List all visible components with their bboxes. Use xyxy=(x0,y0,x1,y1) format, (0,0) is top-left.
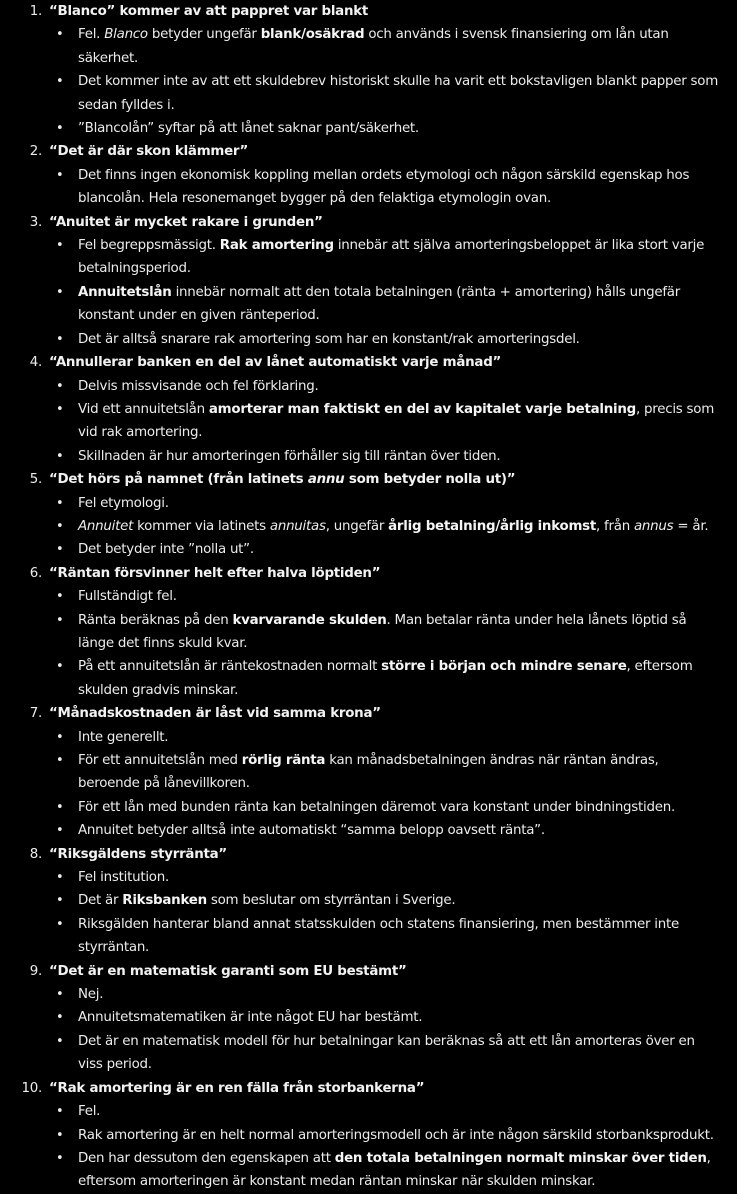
bullet-text: Annuitetsmatematiken är inte något EU har bestämt. xyxy=(78,1010,423,1026)
bullet-item xyxy=(0,70,723,117)
bullet-dot-icon: • xyxy=(56,612,64,628)
bullet-text: Fel. xyxy=(78,1104,101,1120)
list-item-title: “Riksgäldens styrränta” xyxy=(49,846,227,862)
list-item xyxy=(0,140,723,210)
list-item-heading xyxy=(0,843,723,866)
list-item-number: 2. xyxy=(29,144,42,160)
bullet-item xyxy=(0,538,723,561)
bullet-list xyxy=(0,164,723,211)
bullet-dot-icon: • xyxy=(56,284,64,300)
bullet-dot-icon: • xyxy=(56,1150,64,1166)
bullet-item xyxy=(0,375,723,398)
bullet-text: Inte generellt. xyxy=(78,729,169,745)
bullet-list xyxy=(0,585,723,702)
bullet-item xyxy=(0,1147,723,1194)
bullet-dot-icon: • xyxy=(56,401,64,417)
bullet-text: Rak amortering är en helt normal amorteringsmodell och är inte någon särskild storbanksprodukt. xyxy=(78,1127,714,1143)
bullet-text: Nej. xyxy=(78,987,104,1003)
list-item-number: 1. xyxy=(29,4,42,19)
bullet-text: Ränta beräknas på den kvarvarande skulden. Man betalar ränta under hela lånets löptid så länge det finns skuld kvar. xyxy=(78,612,687,651)
list-item xyxy=(0,562,723,702)
list-item xyxy=(0,351,723,468)
bullet-text: Det är en matematisk modell för hur betalningar kan beräknas så att ett lån amorteras över en viss period. xyxy=(78,1033,695,1073)
bullet-dot-icon: • xyxy=(56,448,64,464)
bullet-dot-icon: • xyxy=(56,542,64,558)
bullet-item xyxy=(0,234,723,281)
bullet-dot-icon: • xyxy=(56,331,64,347)
list-item-heading xyxy=(0,351,723,374)
list-item xyxy=(0,468,723,562)
bullet-item xyxy=(0,819,723,842)
bullet-dot-icon: • xyxy=(56,1010,64,1026)
bullet-item xyxy=(0,585,723,608)
list-item-heading xyxy=(0,960,723,983)
list-item xyxy=(0,960,723,1077)
bullet-item xyxy=(0,889,723,912)
bullet-item xyxy=(0,1124,723,1147)
list-item-number: 7. xyxy=(29,706,42,722)
bullet-text: Det är Riksbanken som beslutar om styrräntan i Sverige. xyxy=(78,893,456,909)
bullet-item xyxy=(0,281,723,328)
list-item-title: “Det är en matematisk garanti som EU bestämt” xyxy=(49,963,407,979)
list-item-number: 3. xyxy=(29,214,42,230)
bullet-item xyxy=(0,913,723,960)
bullet-text: Annuitet betyder alltså inte automatiskt “samma belopp oavsett ränta”. xyxy=(78,823,545,839)
bullet-item xyxy=(0,328,723,351)
list-item-number: 9. xyxy=(29,963,42,979)
list-item-heading xyxy=(0,140,723,163)
bullet-text: Fullständigt fel. xyxy=(78,589,177,605)
bullet-item xyxy=(0,1030,723,1077)
bullet-text: Vid ett annuitetslån amorterar man faktiskt en del av kapitalet varje betalning, precis som vid rak amortering. xyxy=(78,401,714,441)
bullet-dot-icon: • xyxy=(56,518,64,534)
list-item xyxy=(0,211,723,351)
bullet-item xyxy=(0,726,723,749)
bullet-dot-icon: • xyxy=(56,987,64,1003)
bullet-item xyxy=(0,398,723,445)
bullet-item xyxy=(0,866,723,889)
bullet-dot-icon: • xyxy=(56,823,64,839)
bullet-item xyxy=(0,117,723,140)
bullet-text: Fel. Blanco betyder ungefär blank/osäkrad och används i svensk finansiering om lån utan säkerhet. xyxy=(78,27,669,66)
list-item-title: “Annullerar banken en del av lånet automatiskt varje månad” xyxy=(49,355,502,371)
bullet-item xyxy=(0,1100,723,1123)
list-item-title: “Räntan försvinner helt efter halva löptiden” xyxy=(49,565,381,581)
bullet-text: Skillnaden är hur amorteringen förhåller sig till räntan över tiden. xyxy=(78,448,501,464)
list-item-number: 5. xyxy=(29,472,42,488)
bullet-item xyxy=(0,23,723,70)
bullet-item xyxy=(0,515,723,538)
bullet-list xyxy=(0,983,723,1077)
list-item-heading xyxy=(0,0,723,23)
bullet-dot-icon: • xyxy=(56,495,64,511)
bullet-list xyxy=(0,726,723,843)
bullet-text: Det betyder inte ”nolla ut”. xyxy=(78,542,254,558)
bullet-dot-icon: • xyxy=(56,1127,64,1143)
bullet-dot-icon: • xyxy=(56,1033,64,1049)
list-item xyxy=(0,702,723,842)
list-item xyxy=(0,843,723,960)
bullet-item xyxy=(0,164,723,211)
bullet-dot-icon: • xyxy=(56,589,64,605)
bullet-text: Det kommer inte av att ett skuldebrev historiskt skulle ha varit ett bokstavligen blankt papper som sedan fylldes i. xyxy=(78,74,719,113)
bullet-dot-icon: • xyxy=(56,753,64,768)
bullet-dot-icon: • xyxy=(56,893,64,909)
bullet-dot-icon: • xyxy=(56,799,64,815)
list-item-heading xyxy=(0,702,723,725)
bullet-item xyxy=(0,796,723,819)
bullet-dot-icon: • xyxy=(56,74,64,90)
bullet-text: För ett annuitetslån med rörlig ränta kan månadsbetalningen ändras när räntan ändras, beroende på lånevillkoren. xyxy=(78,753,659,792)
list-item xyxy=(0,0,723,140)
list-item-number: 4. xyxy=(29,355,42,371)
bullet-text: Riksgälden hanterar bland annat statsskulden och statens finansiering, men bestämmer inte styrräntan. xyxy=(78,916,679,956)
bullet-text: ”Blancolån” syftar på att lånet saknar pant/säkerhet. xyxy=(78,121,419,137)
bullet-dot-icon: • xyxy=(56,1104,64,1120)
bullet-list xyxy=(0,234,723,351)
bullet-list xyxy=(0,866,723,960)
bullet-item xyxy=(0,609,723,656)
list-item-number: 6. xyxy=(29,565,42,581)
list-item-heading xyxy=(0,211,723,234)
list-item-title: “Det är där skon klämmer” xyxy=(49,144,249,160)
list-item-heading xyxy=(0,468,723,491)
list-item-title: “Rak amortering är en ren fälla från storbankerna” xyxy=(49,1080,425,1096)
list-item-title: “Det hörs på namnet (från latinets annu som betyder nolla ut)” xyxy=(49,472,516,488)
bullet-list xyxy=(0,375,723,469)
bullet-item xyxy=(0,655,723,702)
bullet-item xyxy=(0,445,723,468)
bullet-text: Fel begreppsmässigt. Rak amortering innebär att själva amorteringsbeloppet är lika stort varje betalningsperiod. xyxy=(78,238,705,277)
bullet-text: Fel etymologi. xyxy=(78,495,169,511)
bullet-text: Den har dessutom den egenskapen att den totala betalningen normalt minskar över tiden, eftersom amorteringen är konstant medan räntan minskar när skulden minskar. xyxy=(78,1150,711,1190)
bullet-dot-icon: • xyxy=(56,121,64,137)
bullet-list xyxy=(0,492,723,562)
bullet-dot-icon: • xyxy=(56,27,64,43)
bullet-list xyxy=(0,23,723,140)
bullet-dot-icon: • xyxy=(56,378,64,394)
bullet-item xyxy=(0,749,723,796)
list-item-heading xyxy=(0,1077,723,1100)
bullet-text: Det är alltså snarare rak amortering som har en konstant/rak amorteringsdel. xyxy=(78,331,580,347)
bullet-text: Delvis missvisande och fel förklaring. xyxy=(78,378,319,394)
bullet-item xyxy=(0,1006,723,1029)
bullet-item xyxy=(0,492,723,515)
bullet-dot-icon: • xyxy=(56,659,64,675)
list-item-number: 10. xyxy=(21,1080,42,1096)
bullet-text: Det finns ingen ekonomisk koppling mellan ordets etymologi och någon särskild egenskap hos blancolån. Hela resonemanget bygger på den felaktiga etymologin ovan. xyxy=(78,167,690,207)
bullet-dot-icon: • xyxy=(56,238,64,254)
list-item-number: 8. xyxy=(29,846,42,862)
bullet-dot-icon: • xyxy=(56,729,64,745)
bullet-text: På ett annuitetslån är räntekostnaden normalt större i början och mindre senare, eftersom skulden gradvis minskar. xyxy=(78,659,693,698)
bullet-dot-icon: • xyxy=(56,167,64,183)
bullet-dot-icon: • xyxy=(56,870,64,886)
bullet-list xyxy=(0,1100,723,1194)
list-item-title: “Anuitet är mycket rakare i grunden” xyxy=(49,214,323,230)
bullet-text: Annuitetslån innebär normalt att den totala betalningen (ränta + amortering) hålls ungefär konstant under en given ränteperiod. xyxy=(78,284,681,324)
bullet-item xyxy=(0,983,723,1006)
list-item-heading xyxy=(0,562,723,585)
bullet-text: För ett lån med bunden ränta kan betalningen däremot vara konstant under bindningstiden. xyxy=(78,799,675,815)
bullet-text: Annuitet kommer via latinets annuitas, ungefär årlig betalning/årlig inkomst, från annus = år. xyxy=(78,518,709,534)
list-item xyxy=(0,1077,723,1194)
bullet-dot-icon: • xyxy=(56,916,64,932)
bullet-text: Fel institution. xyxy=(78,870,169,886)
list-item-title: “Blanco” kommer av att pappret var blankt xyxy=(49,4,369,19)
list-item-title: “Månadskostnaden är låst vid samma krona” xyxy=(49,706,381,722)
